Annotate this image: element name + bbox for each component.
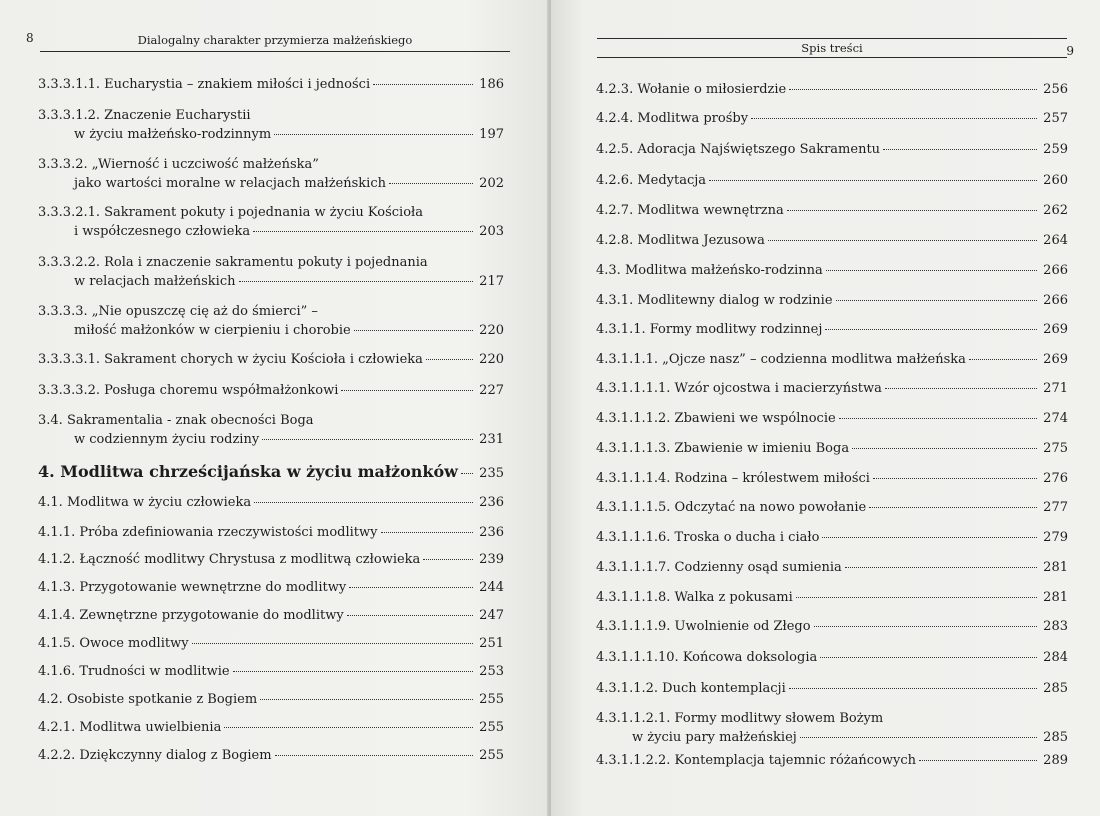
toc-entry-title: 3.3.3.3. „Nie opuszczę cię aż do śmierci” – [38, 304, 318, 319]
toc-entry-line [596, 261, 1068, 280]
toc-page-number: 220 [479, 352, 504, 367]
dot-leader [192, 642, 473, 644]
dot-leader [254, 501, 473, 503]
dot-leader [354, 329, 473, 331]
toc-page-number: 244 [479, 580, 504, 595]
toc-entry [596, 679, 1068, 698]
header-rule-top [597, 38, 1067, 39]
toc-page-number: 281 [1043, 560, 1068, 575]
toc-page-number: 203 [479, 224, 504, 239]
running-head: Spis treści [801, 41, 863, 55]
dot-leader [869, 506, 1037, 508]
toc-entry-line [596, 201, 1068, 220]
page-number: 9 [1066, 44, 1074, 58]
toc-entry [38, 578, 504, 597]
toc-entry [38, 302, 504, 340]
toc-entry [38, 75, 504, 94]
toc-entry-line [38, 174, 504, 193]
dot-leader [796, 596, 1037, 598]
toc-entry-line [596, 528, 1068, 547]
toc-entry-title: 3.4. Sakramentalia - znak obecności Boga [38, 413, 314, 428]
toc-entry-line [38, 350, 504, 369]
toc-entry-title: w życiu małżeńsko-rodzinnym [74, 127, 272, 142]
toc-page-number: 256 [1043, 82, 1068, 97]
toc-entry-line [38, 106, 504, 125]
toc-entry-line [38, 203, 504, 222]
toc-entry-line [38, 381, 504, 400]
toc-entry [596, 231, 1068, 250]
toc-entry-title: 4.2.2. Dziękczynny dialog z Bogiem [38, 748, 272, 763]
dot-leader [341, 389, 473, 391]
dot-leader [260, 698, 473, 700]
toc-entry-line [596, 379, 1068, 398]
toc-entry-title: 4.1.6. Trudności w modlitwie [38, 664, 230, 679]
toc-page-number: 239 [479, 552, 504, 567]
toc-entry [38, 718, 504, 737]
toc-entry-line [596, 231, 1068, 250]
toc-page-number: 274 [1043, 411, 1068, 426]
toc-entry [38, 662, 504, 681]
toc-page-number: 266 [1043, 263, 1068, 278]
toc-entry-title: w życiu pary małżeńskiej [632, 730, 797, 745]
header-rule-bottom [597, 57, 1067, 58]
dot-leader [883, 148, 1037, 150]
toc-page-number: 284 [1043, 650, 1068, 665]
toc-page-number: 277 [1043, 500, 1068, 515]
toc-page-number: 279 [1043, 530, 1068, 545]
toc-entry-title: 4.2.5. Adoracja Najświętszego Sakramentu [596, 142, 881, 157]
toc-page-number: 236 [479, 525, 504, 540]
toc-entry-title: 4.2.7. Modlitwa wewnętrzna [596, 203, 784, 218]
toc-entry [596, 291, 1068, 310]
toc-page-number: 259 [1043, 142, 1068, 157]
left-page [0, 0, 549, 816]
dot-leader [787, 209, 1037, 211]
toc-entry-title: 4. Modlitwa chrześcijańska w życiu małżonków [38, 462, 458, 481]
toc-entry-title: miłość małżonków w cierpieniu i chorobie [74, 323, 351, 338]
toc-entry-title: 4.1.5. Owoce modlitwy [38, 636, 189, 651]
toc-entry-title: 4.3.1.1.1.2. Zbawieni we wspólnocie [596, 411, 836, 426]
toc-entry [596, 751, 1068, 770]
dot-leader [224, 726, 473, 728]
toc-page-number: 253 [479, 664, 504, 679]
toc-page-number: 220 [479, 323, 504, 338]
toc-entry-line [596, 617, 1068, 636]
toc-entry-line [38, 690, 504, 709]
toc-entry [596, 617, 1068, 636]
toc-page-number: 227 [479, 383, 504, 398]
toc-entry [596, 201, 1068, 220]
toc-entry-line [596, 409, 1068, 428]
toc-entry-title: jako wartości moralne w relacjach małżeńskich [74, 176, 386, 191]
toc-entry-title: 4.3.1. Modlitewny dialog w rodzinie [596, 293, 833, 308]
toc-entry-line [38, 550, 504, 569]
toc-page-number: 264 [1043, 233, 1068, 248]
toc-entry-line [596, 558, 1068, 577]
toc-entry-line [38, 523, 504, 542]
toc-page-number: 266 [1043, 293, 1068, 308]
toc-page-number: 197 [479, 127, 504, 142]
toc-entry-line [596, 171, 1068, 190]
toc-entry [596, 140, 1068, 159]
toc-entry [38, 106, 504, 144]
toc-entry [596, 171, 1068, 190]
toc-entry-line [38, 634, 504, 653]
dot-leader [349, 586, 473, 588]
dot-leader [789, 88, 1037, 90]
toc-entry-line [596, 140, 1068, 159]
dot-leader [836, 299, 1037, 301]
toc-entry-line [596, 588, 1068, 607]
toc-entry-line [596, 709, 1068, 728]
toc-entry-title: 4.3.1.1.1.1. Wzór ojcostwa i macierzyństwa [596, 381, 882, 396]
toc-entry-line [596, 109, 1068, 128]
toc-entry-line [38, 462, 504, 483]
dot-leader [969, 358, 1037, 360]
toc-entry [38, 550, 504, 569]
dot-leader [919, 759, 1037, 761]
toc-entry-title: 3.3.3.2.2. Rola i znaczenie sakramentu pokuty i pojednania [38, 255, 428, 270]
toc-page-number: 186 [479, 77, 504, 92]
toc-entry-title: 4.3.1.1.1.5. Odczytać na nowo powołanie [596, 500, 867, 515]
toc-page-number: 251 [479, 636, 504, 651]
toc-page-number: 217 [479, 274, 504, 289]
toc-entry [38, 523, 504, 542]
toc-entry-title: 4.2.4. Modlitwa prośby [596, 111, 749, 126]
toc-page-number: 269 [1043, 352, 1068, 367]
dot-leader [814, 625, 1037, 627]
running-head: Dialogalny charakter przymierza małżeńskiego [137, 33, 413, 47]
toc-entry [38, 634, 504, 653]
dot-leader [709, 179, 1037, 181]
dot-leader [800, 736, 1037, 738]
dot-leader [347, 614, 473, 616]
toc-entry-line [38, 155, 504, 174]
toc-entry-title: 4.3.1.1.2.2. Kontemplacja tajemnic różańcowych [596, 753, 916, 768]
toc-page-number: 283 [1043, 619, 1068, 634]
toc-entry-line [38, 321, 504, 340]
toc-entry [596, 109, 1068, 128]
dot-leader [275, 754, 473, 756]
toc-page-number: 289 [1043, 753, 1068, 768]
dot-leader [751, 117, 1037, 119]
dot-leader [233, 670, 473, 672]
dot-leader [820, 656, 1037, 658]
toc-entry [596, 80, 1068, 99]
toc-page-number: 281 [1043, 590, 1068, 605]
toc-entry [38, 746, 504, 765]
toc-entry [596, 409, 1068, 428]
toc-entry-line [596, 648, 1068, 667]
toc-entry-line [596, 320, 1068, 339]
toc-page-number: 276 [1043, 471, 1068, 486]
page-number: 8 [26, 31, 34, 45]
toc-entry-line [596, 679, 1068, 698]
toc-entry [38, 462, 504, 483]
toc-entry-title: 4.2.1. Modlitwa uwielbienia [38, 720, 222, 735]
toc-page-number: 262 [1043, 203, 1068, 218]
toc-page-number: 236 [479, 495, 504, 510]
toc-entry [38, 203, 504, 241]
toc-entry-title: 3.3.3.3.1. Sakrament chorych w życiu Kościoła i człowieka [38, 352, 423, 367]
toc-page-number: 260 [1043, 173, 1068, 188]
toc-entry [38, 155, 504, 193]
toc-page-number: 257 [1043, 111, 1068, 126]
toc-entry [596, 469, 1068, 488]
toc-entry-title: 4.3.1.1.1.9. Uwolnienie od Złego [596, 619, 811, 634]
toc-page-number: 285 [1043, 681, 1068, 696]
toc-entry [596, 648, 1068, 667]
toc-entry-title: 4.3.1.1. Formy modlitwy rodzinnej [596, 322, 823, 337]
toc-entry-title: 3.3.3.1.2. Znaczenie Eucharystii [38, 108, 251, 123]
toc-entry [38, 381, 504, 400]
toc-entry-line [596, 80, 1068, 99]
toc-entry-line [38, 75, 504, 94]
dot-leader [826, 269, 1037, 271]
toc-entry [38, 690, 504, 709]
dot-leader [839, 417, 1037, 419]
toc-page-number: 255 [479, 748, 504, 763]
toc-entry-title: i współczesnego człowieka [74, 224, 251, 239]
toc-entry [38, 253, 504, 291]
toc-entry-title: 4.2.8. Modlitwa Jezusowa [596, 233, 765, 248]
toc-entry [596, 528, 1068, 547]
toc-entry-title: 4.1.2. Łączność modlitwy Chrystusa z modlitwą człowieka [38, 552, 421, 567]
toc-entry-title: w codziennym życiu rodziny [74, 432, 260, 447]
dot-leader [789, 687, 1037, 689]
toc-entry-line [596, 728, 1068, 747]
toc-entry [596, 709, 1068, 747]
toc-entry-title: 4.2.3. Wołanie o miłosierdzie [596, 82, 787, 97]
toc-page-number: 231 [479, 432, 504, 447]
dot-leader [461, 472, 473, 474]
header-rule [40, 51, 510, 52]
toc-entry-title: 3.3.3.1.1. Eucharystia – znakiem miłości i jedności [38, 77, 371, 92]
toc-entry-line [596, 350, 1068, 369]
toc-entry-line [38, 222, 504, 241]
toc-entry-line [596, 469, 1068, 488]
dot-leader [253, 230, 473, 232]
toc-entry [596, 320, 1068, 339]
dot-leader [822, 536, 1037, 538]
toc-entry [596, 350, 1068, 369]
toc-page-number: 271 [1043, 381, 1068, 396]
toc-entry-line [38, 302, 504, 321]
toc-entry-title: 4.3.1.1.1.6. Troska o ducha i ciało [596, 530, 820, 545]
toc-entry-line [38, 662, 504, 681]
toc-entry [38, 411, 504, 449]
toc-page-number: 255 [479, 720, 504, 735]
toc-entry-line [596, 291, 1068, 310]
toc-entry-title: 4.3.1.1.1.4. Rodzina – królestwem miłości [596, 471, 870, 486]
toc-entry-line [596, 439, 1068, 458]
toc-entry-line [38, 272, 504, 291]
toc-page-number: 247 [479, 608, 504, 623]
toc-page-number: 269 [1043, 322, 1068, 337]
dot-leader [262, 438, 473, 440]
toc-entry-title: 4.3.1.1.1.3. Zbawienie w imieniu Boga [596, 441, 850, 456]
dot-leader [768, 239, 1037, 241]
toc-entry-line [38, 430, 504, 449]
toc-page-number: 255 [479, 692, 504, 707]
toc-entry [596, 588, 1068, 607]
dot-leader [845, 566, 1037, 568]
dot-leader [373, 83, 473, 85]
dot-leader [873, 477, 1037, 479]
toc-entry [38, 606, 504, 625]
toc-entry-title: w relacjach małżeńskich [74, 274, 236, 289]
dot-leader [274, 133, 473, 135]
dot-leader [239, 280, 474, 282]
toc-entry-line [38, 578, 504, 597]
toc-entry-title: 3.3.3.2. „Wierność i uczciwość małżeńska” [38, 157, 319, 172]
toc-page-number: 285 [1043, 730, 1068, 745]
toc-entry [596, 558, 1068, 577]
toc-entry-title: 3.3.3.2.1. Sakrament pokuty i pojednania w życiu Kościoła [38, 205, 424, 220]
toc-page-number: 202 [479, 176, 504, 191]
toc-entry-line [596, 751, 1068, 770]
toc-entry-line [38, 606, 504, 625]
toc-entry [596, 498, 1068, 517]
toc-entry-line [38, 493, 504, 512]
toc-entry-title: 4.3.1.1.1.7. Codzienny osąd sumienia [596, 560, 842, 575]
toc-page-number: 275 [1043, 441, 1068, 456]
toc-entry-line [596, 498, 1068, 517]
toc-entry-title: 4.3.1.1.2.1. Formy modlitwy słowem Bożym [596, 711, 884, 726]
dot-leader [423, 558, 473, 560]
toc-entry-title: 4.3. Modlitwa małżeńsko-rodzinna [596, 263, 823, 278]
toc-entry-title: 4.3.1.1.2. Duch kontemplacji [596, 681, 786, 696]
dot-leader [885, 387, 1037, 389]
right-page [551, 0, 1100, 816]
dot-leader [381, 531, 474, 533]
toc-entry-title: 3.3.3.3.2. Posługa choremu współmałżonkowi [38, 383, 339, 398]
toc-entry-title: 4.3.1.1.1.10. Końcowa doksologia [596, 650, 818, 665]
dot-leader [825, 328, 1037, 330]
toc-entry-title: 4.3.1.1.1.8. Walka z pokusami [596, 590, 793, 605]
toc-entry-line [38, 411, 504, 430]
toc-entry-title: 4.2.6. Medytacja [596, 173, 707, 188]
toc-entry [596, 379, 1068, 398]
toc-entry-title: 4.1.3. Przygotowanie wewnętrzne do modlitwy [38, 580, 347, 595]
toc-entry-line [38, 746, 504, 765]
toc-entry [596, 439, 1068, 458]
toc-entry-line [38, 125, 504, 144]
toc-entry-title: 4.1. Modlitwa w życiu człowieka [38, 495, 252, 510]
toc-entry-title: 4.1.4. Zewnętrzne przygotowanie do modlitwy [38, 608, 344, 623]
dot-leader [389, 182, 473, 184]
toc-entry-title: 4.3.1.1.1. „Ojcze nasz” – codzienna modlitwa małżeńska [596, 352, 966, 367]
toc-entry [596, 261, 1068, 280]
toc-entry-line [38, 253, 504, 272]
dot-leader [852, 447, 1037, 449]
toc-entry-title: 4.1.1. Próba zdefiniowania rzeczywistości modlitwy [38, 525, 378, 540]
toc-page-number: 235 [479, 466, 504, 481]
toc-entry [38, 493, 504, 512]
toc-entry-title: 4.2. Osobiste spotkanie z Bogiem [38, 692, 258, 707]
toc-entry-line [38, 718, 504, 737]
dot-leader [426, 358, 473, 360]
toc-entry [38, 350, 504, 369]
